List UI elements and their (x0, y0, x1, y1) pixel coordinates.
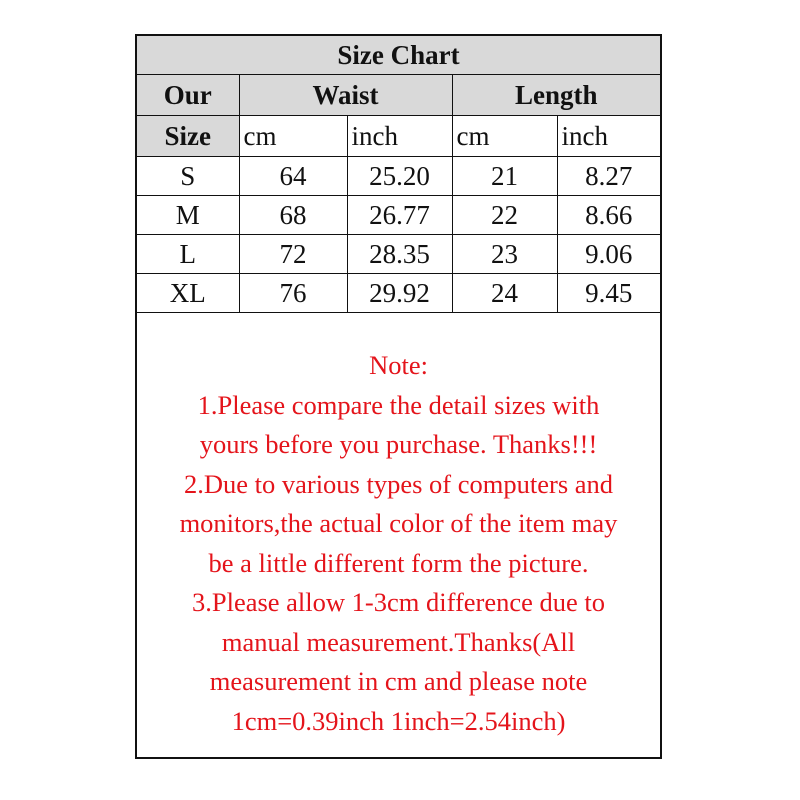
table-row (137, 235, 660, 274)
size-cell: XL (137, 274, 239, 313)
waist-header: Waist (239, 75, 452, 116)
note-line: 1cm=0.39inch 1inch=2.54inch) (231, 705, 566, 736)
waist-inch-cell: 28.35 (347, 235, 452, 274)
length-inch-cell: 8.66 (557, 196, 660, 235)
waist-inch-cell: 25.20 (347, 157, 452, 196)
length-inch-cell: 9.06 (557, 235, 660, 274)
note-line: manual measurement.Thanks(All (221, 626, 576, 657)
size-chart (135, 34, 662, 759)
size-table (137, 36, 660, 313)
waist-cm-cell: 68 (239, 196, 347, 235)
our-size-header-line1: Our (137, 75, 239, 116)
our-size-header-line2: Size (137, 116, 239, 157)
note-heading: Note: (369, 350, 428, 380)
waist-inch-header: inch (347, 116, 452, 157)
chart-title: Size Chart (137, 36, 660, 75)
length-cm-cell: 22 (452, 196, 557, 235)
note-section (137, 322, 660, 741)
size-cell: L (137, 235, 239, 274)
table-row (137, 274, 660, 313)
size-cell: S (137, 157, 239, 196)
length-cm-header: cm (452, 116, 557, 157)
size-cell: M (137, 196, 239, 235)
waist-cm-cell: 76 (239, 274, 347, 313)
waist-inch-cell: 26.77 (347, 196, 452, 235)
note-line: 2.Due to various types of computers and (183, 468, 614, 499)
note-line: measurement in cm and please note (209, 666, 588, 696)
note-line: monitors,the actual color of the item may (179, 508, 618, 538)
length-cm-cell: 24 (452, 274, 557, 313)
length-header: Length (452, 75, 660, 116)
table-row (137, 157, 660, 196)
note-line: yours before you purchase. Thanks!!! (199, 429, 598, 459)
table-row (137, 196, 660, 235)
length-inch-cell: 9.45 (557, 274, 660, 313)
length-inch-cell: 8.27 (557, 157, 660, 196)
note-line: 3.Please allow 1-3cm difference due to (191, 587, 606, 617)
waist-cm-cell: 64 (239, 157, 347, 196)
length-inch-header: inch (557, 116, 660, 157)
waist-cm-cell: 72 (239, 235, 347, 274)
note-line: 1.Please compare the detail sizes with (197, 389, 600, 420)
waist-cm-header: cm (239, 116, 347, 157)
waist-inch-cell: 29.92 (347, 274, 452, 313)
note-line: be a little different form the picture. (208, 547, 589, 578)
length-cm-cell: 23 (452, 235, 557, 274)
length-cm-cell: 21 (452, 157, 557, 196)
